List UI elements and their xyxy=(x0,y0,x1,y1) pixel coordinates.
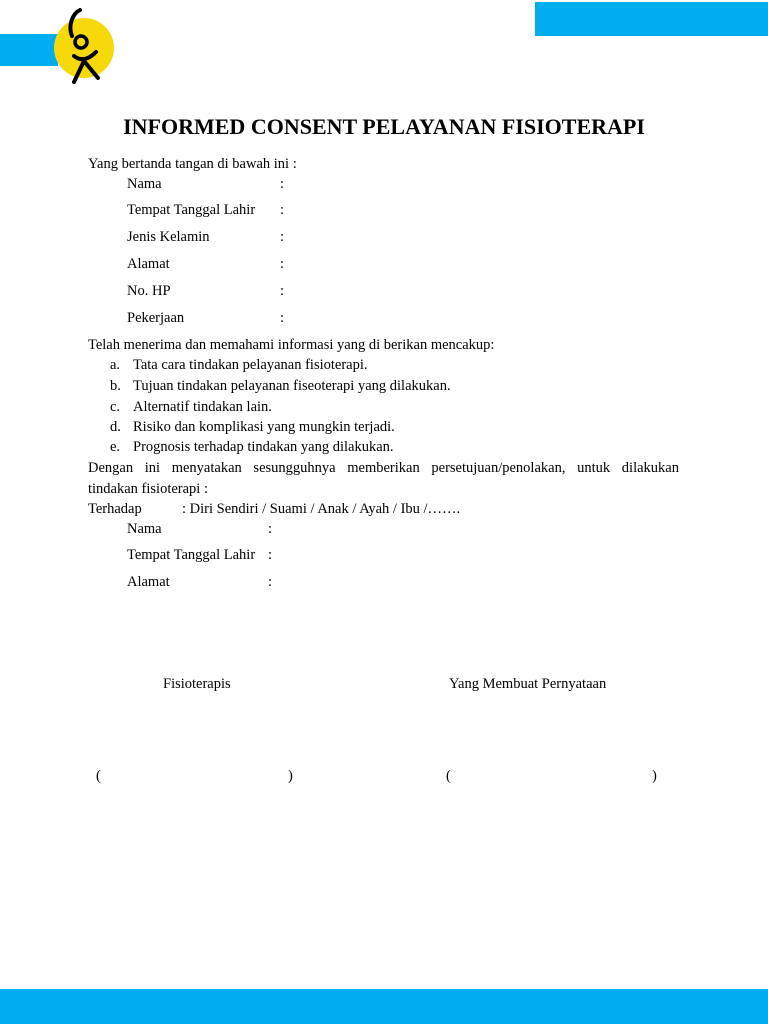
terhadap-label: Terhadap xyxy=(88,501,142,517)
field-sep: : xyxy=(280,283,285,299)
list-marker: a. xyxy=(110,357,121,373)
field-label-ttl: Tempat Tanggal Lahir xyxy=(127,202,256,218)
list-marker: e. xyxy=(110,439,121,455)
field-label-nama: Nama xyxy=(127,176,162,192)
field-label-jenis-kelamin: Jenis Kelamin xyxy=(127,229,210,245)
list-marker: d. xyxy=(110,419,121,435)
signature-close-paren-right: ) xyxy=(652,768,657,784)
statement-text-line2: tindakan fisioterapi : xyxy=(88,481,208,497)
terhadap-options: : Diri Sendiri / Suami / Anak / Ayah / Ibu /……. xyxy=(182,501,461,517)
field-label-pekerjaan: Pekerjaan xyxy=(127,310,185,326)
document-title: INFORMED CONSENT PELAYANAN FISIOTERAPI xyxy=(123,114,645,139)
physiotherapy-logo-icon xyxy=(50,6,116,84)
field-label-no-hp: No. HP xyxy=(127,283,171,299)
subject-label-alamat: Alamat xyxy=(127,574,170,590)
field-sep: : xyxy=(280,310,285,326)
list-item: Tujuan tindakan pelayanan fiseoterapi yang dilakukan. xyxy=(133,378,451,394)
field-sep: : xyxy=(268,521,273,537)
list-item: Tata cara tindakan pelayanan fisioterapi. xyxy=(133,357,368,373)
field-label-alamat: Alamat xyxy=(127,256,170,272)
intro-text: Yang bertanda tangan di bawah ini : xyxy=(88,156,297,172)
signature-label-pernyataan: Yang Membuat Pernyataan xyxy=(449,676,607,692)
field-sep: : xyxy=(280,229,285,245)
statement-text-line1: Dengan ini menyatakan sesungguhnya memberikan persetujuan/penolakan, untuk dilakukan xyxy=(88,460,679,476)
footer-accent-bar xyxy=(0,989,768,1024)
subject-label-ttl: Tempat Tanggal Lahir xyxy=(127,547,256,563)
list-item: Prognosis terhadap tindakan yang dilakukan. xyxy=(133,439,394,455)
list-marker: c. xyxy=(110,399,121,415)
list-marker: b. xyxy=(110,378,121,394)
signature-close-paren-left: ) xyxy=(288,768,293,784)
subject-label-nama: Nama xyxy=(127,521,162,537)
list-item: Risiko dan komplikasi yang mungkin terjadi. xyxy=(133,419,395,435)
field-sep: : xyxy=(280,256,285,272)
field-sep: : xyxy=(280,176,285,192)
list-item: Alternatif tindakan lain. xyxy=(133,399,272,415)
signature-open-paren-right: ( xyxy=(446,768,451,784)
signature-open-paren-left: ( xyxy=(96,768,101,784)
signature-label-fisioterapis: Fisioterapis xyxy=(163,676,231,692)
field-sep: : xyxy=(268,574,273,590)
info-intro-text: Telah menerima dan memahami informasi yang di berikan mencakup: xyxy=(88,337,495,353)
field-sep: : xyxy=(268,547,273,563)
field-sep: : xyxy=(280,202,285,218)
header-accent-bar-right xyxy=(535,2,768,36)
